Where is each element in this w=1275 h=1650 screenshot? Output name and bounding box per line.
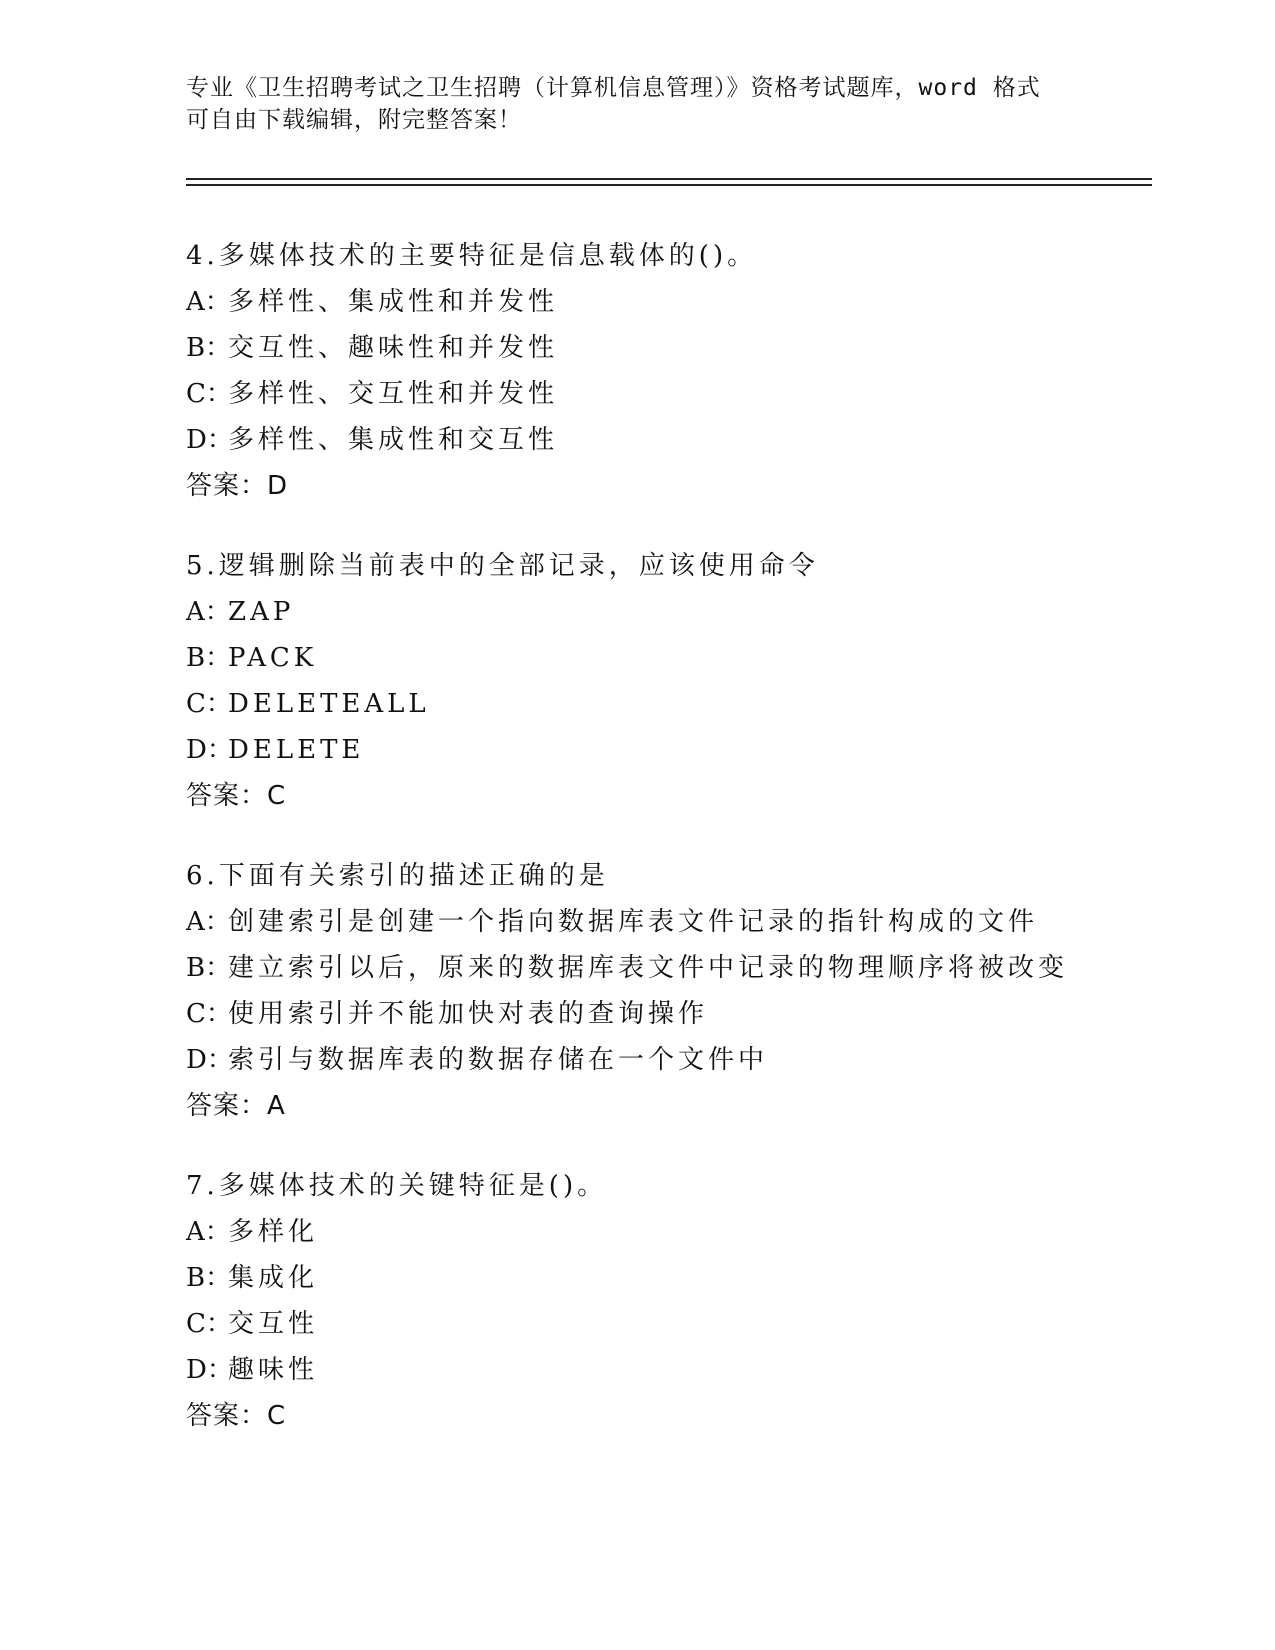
option-text: 交互性、趣味性和并发性 [228,333,559,363]
option-letter: A： [186,1217,231,1247]
option-d [186,727,1146,773]
question-list [186,233,1146,1473]
option-text: 多样性、集成性和并发性 [228,287,559,317]
option-text: DELETEALL [228,689,430,719]
answer-line: 答案：D [186,471,289,501]
option-d [186,1347,1146,1393]
option-text: 索引与数据库表的数据存储在一个文件中 [228,1045,769,1075]
question-stem: 7.多媒体技术的关键特征是()。 [186,1171,608,1201]
header-title-line-2: 可自由下载编辑，附完整答案！ [186,107,522,133]
question-item [186,543,1146,819]
option-letter: B： [186,643,232,673]
question-stem: 6.下面有关索引的描述正确的是 [186,861,609,891]
option-text: 集成化 [228,1263,319,1293]
option-text: 趣味性 [228,1355,319,1385]
question-item [186,233,1146,509]
option-letter: A： [186,907,231,937]
option-letter: C： [186,379,232,409]
option-c [186,681,1146,727]
option-text: ZAP [228,597,295,627]
option-letter: B： [186,1263,232,1293]
option-b [186,325,1146,371]
option-letter: D： [186,1355,233,1385]
option-letter: D： [186,1045,233,1075]
question-item [186,853,1146,1129]
option-text: 使用索引并不能加快对表的查询操作 [228,999,709,1029]
option-a [186,279,1146,325]
option-text: 创建索引是创建一个指向数据库表文件记录的指针构成的文件 [228,907,1039,937]
option-d [186,417,1146,463]
option-text: 多样性、集成性和交互性 [228,425,559,455]
option-c [186,991,1146,1037]
option-text: 多样性、交互性和并发性 [228,379,559,409]
option-b [186,1255,1146,1301]
option-letter: A： [186,287,231,317]
question-item [186,1163,1146,1439]
option-text: 多样化 [228,1217,319,1247]
option-letter: B： [186,953,232,983]
option-letter: C： [186,689,232,719]
option-text: PACK [228,643,318,673]
header-divider-top [186,178,1152,180]
option-text: DELETE [228,735,365,765]
option-letter: C： [186,999,232,1029]
header-divider-bottom [186,184,1152,186]
option-letter: B： [186,333,232,363]
option-a [186,1209,1146,1255]
option-b [186,635,1146,681]
document-header [186,72,1066,136]
option-c [186,371,1146,417]
answer-line: 答案：A [186,1091,286,1121]
option-letter: D： [186,735,233,765]
option-letter: A： [186,597,231,627]
option-a [186,899,1146,945]
question-stem: 4.多媒体技术的主要特征是信息载体的()。 [186,241,758,271]
option-a [186,589,1146,635]
header-title-line-1: 专业《卫生招聘考试之卫生招聘（计算机信息管理）》资格考试题库，word 格式 [186,75,1041,101]
option-c [186,1301,1146,1347]
option-b [186,945,1146,991]
question-stem: 5.逻辑删除当前表中的全部记录，应该使用命令 [186,551,819,581]
answer-line: 答案：C [186,781,287,811]
option-text: 建立索引以后，原来的数据库表文件中记录的物理顺序将被改变 [228,953,1069,983]
answer-line: 答案：C [186,1401,287,1431]
option-letter: D： [186,425,233,455]
option-letter: C： [186,1309,232,1339]
option-d [186,1037,1146,1083]
option-text: 交互性 [228,1309,319,1339]
